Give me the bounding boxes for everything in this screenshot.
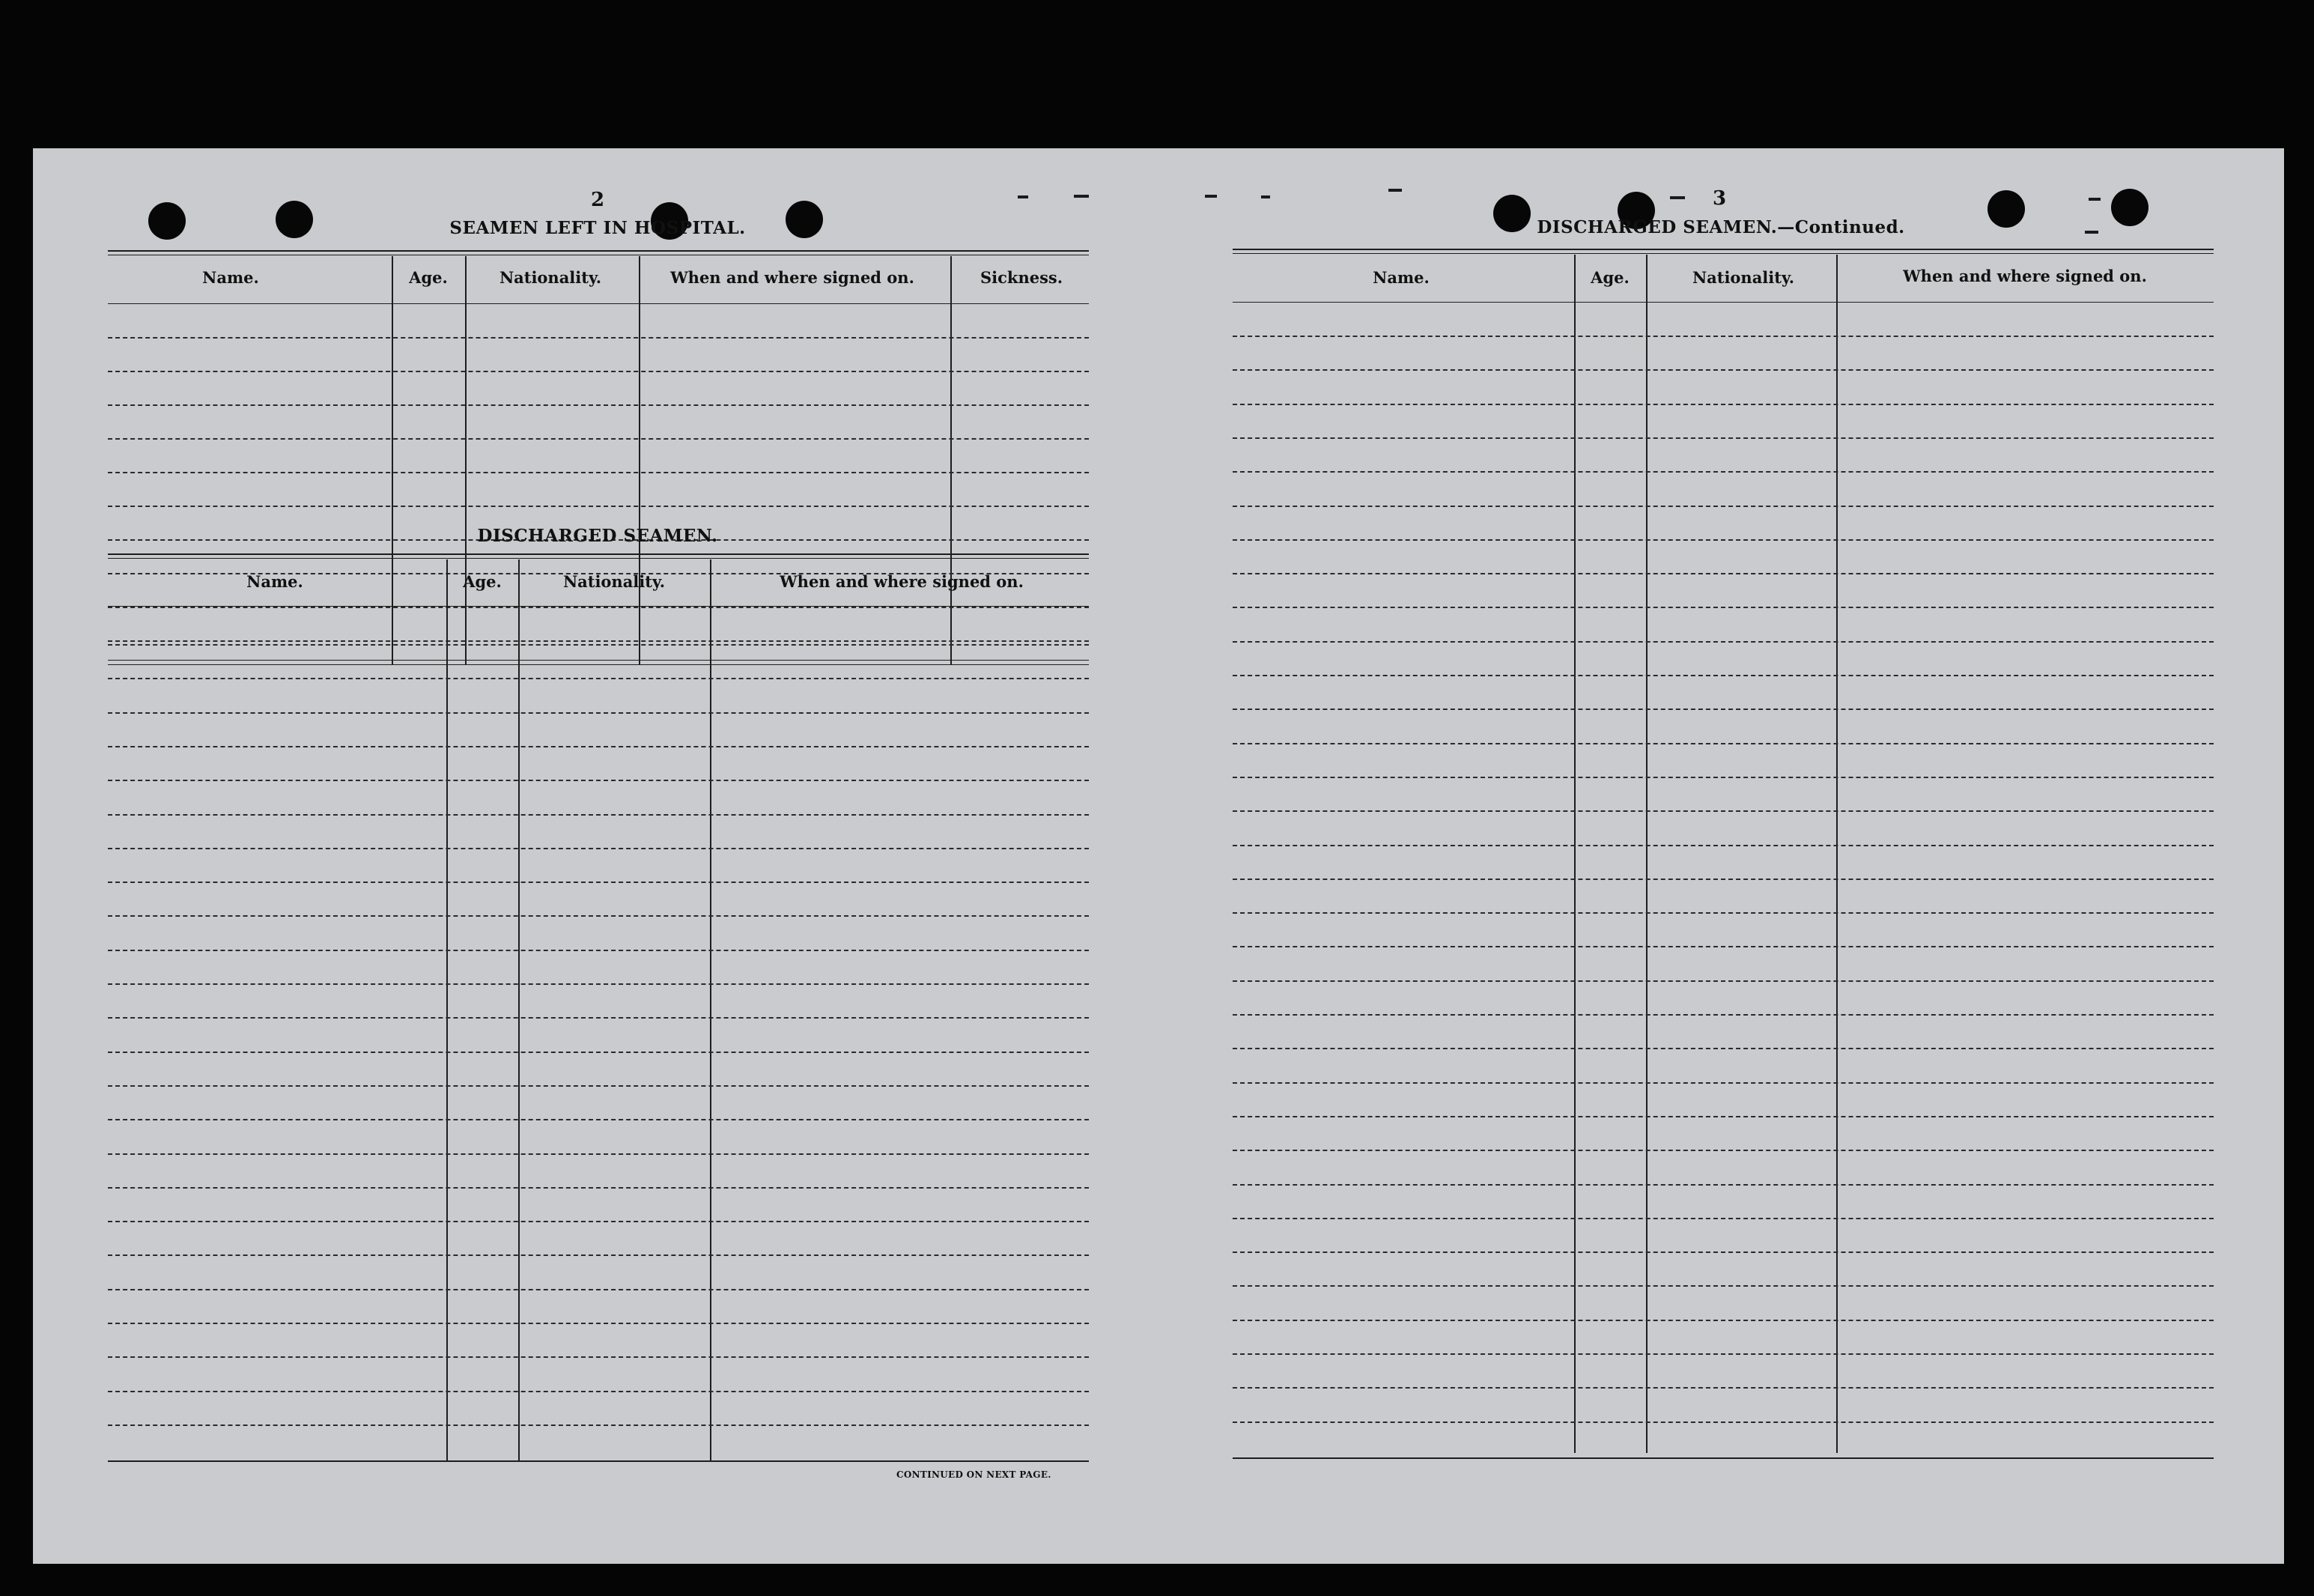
entry-line: [108, 404, 1089, 406]
entry-line: [108, 746, 1089, 747]
entry-line: [108, 712, 1089, 714]
entry-line: [108, 1254, 1089, 1256]
rule: [1233, 1457, 2214, 1459]
entry-line: [1233, 437, 2214, 439]
entry-line: [1233, 709, 2214, 710]
rule: [108, 250, 1089, 252]
column-divider: [950, 256, 952, 664]
punch-hole: [1987, 190, 2025, 228]
col-header-nationality: Nationality.: [499, 268, 602, 287]
scan-speck: [2089, 198, 2101, 201]
entry-line: [108, 1052, 1089, 1053]
entry-line: [108, 438, 1089, 440]
entry-line: [1233, 743, 2214, 744]
entry-line: [1233, 1014, 2214, 1016]
entry-line: [1233, 1218, 2214, 1219]
entry-line: [1233, 1285, 2214, 1287]
entry-line: [1233, 1150, 2214, 1151]
entry-line: [1233, 675, 2214, 676]
col-header-nationality: Nationality.: [1692, 268, 1795, 287]
entry-line: [108, 882, 1089, 883]
entry-line: [1233, 980, 2214, 982]
entry-line: [108, 1289, 1089, 1290]
entry-line: [108, 1356, 1089, 1358]
scan-speck: [1388, 189, 1402, 192]
col-header-signed-on: When and where signed on.: [1903, 267, 2147, 285]
entry-line: [1233, 404, 2214, 405]
entry-line: [108, 1221, 1089, 1222]
entry-line: [1233, 845, 2214, 846]
column-divider: [710, 559, 711, 1460]
rule: [108, 664, 1089, 665]
entry-line: [108, 640, 1089, 642]
entry-line: [1233, 912, 2214, 914]
entry-line: [108, 1017, 1089, 1019]
rule: [1233, 253, 2214, 254]
punch-hole: [2111, 189, 2149, 226]
entry-line: [108, 915, 1089, 917]
entry-line: [1233, 1184, 2214, 1186]
rule: [108, 558, 1089, 559]
entry-line: [108, 337, 1089, 339]
rule: [1233, 302, 2214, 303]
entry-line: [108, 814, 1089, 816]
punch-hole: [786, 201, 823, 238]
entry-line: [1233, 1251, 2214, 1253]
entry-line: [108, 678, 1089, 679]
entry-line: [108, 848, 1089, 849]
col-header-sickness: Sickness.: [980, 268, 1063, 287]
entry-line: [1233, 1048, 2214, 1049]
entry-line: [108, 472, 1089, 473]
entry-line: [1233, 810, 2214, 812]
entry-line: [108, 371, 1089, 372]
rule: [108, 553, 1089, 555]
section-title-discharged-continued: DISCHARGED SEAMEN.—Continued.: [1537, 217, 1905, 237]
entry-line: [108, 950, 1089, 951]
entry-line: [1233, 471, 2214, 473]
col-header-name: Name.: [246, 572, 303, 591]
entry-line: [108, 1153, 1089, 1155]
entry-line: [1233, 1353, 2214, 1355]
scan-speck: [1074, 195, 1089, 198]
entry-line: [1233, 539, 2214, 541]
entry-line: [1233, 1116, 2214, 1117]
scan-speck: [1018, 195, 1028, 198]
entry-line: [1233, 879, 2214, 880]
column-divider: [1646, 255, 1648, 1453]
column-divider: [392, 256, 393, 664]
entry-line: [108, 1424, 1089, 1426]
scan-speck: [1670, 196, 1685, 199]
rule: [108, 606, 1089, 607]
entry-line: [1233, 777, 2214, 778]
col-header-name: Name.: [202, 268, 259, 287]
rule: [108, 660, 1089, 661]
entry-line: [1233, 573, 2214, 574]
form-sheet: [33, 148, 2284, 1564]
entry-line: [108, 1187, 1089, 1189]
section-title-hospital: SEAMEN LEFT IN HOSPITAL.: [449, 218, 746, 238]
entry-line: [108, 1119, 1089, 1120]
col-header-signed-on: When and where signed on.: [780, 572, 1024, 591]
page-number-left: 2: [590, 189, 605, 211]
column-divider: [1574, 255, 1576, 1453]
punch-hole: [276, 201, 313, 238]
rule: [108, 303, 1089, 304]
entry-line: [1233, 641, 2214, 643]
entry-line: [1233, 506, 2214, 507]
column-divider: [518, 559, 520, 1460]
entry-line: [108, 506, 1089, 507]
entry-line: [108, 983, 1089, 985]
entry-line: [1233, 1082, 2214, 1084]
page-number-right: 3: [1712, 187, 1727, 210]
entry-line: [1233, 1387, 2214, 1389]
scan-speck: [1261, 195, 1270, 198]
col-header-age: Age.: [1591, 268, 1630, 287]
entry-line: [1233, 369, 2214, 371]
entry-line: [1233, 1421, 2214, 1423]
entry-line: [108, 1391, 1089, 1392]
scan-speck: [2085, 231, 2098, 234]
entry-line: [108, 1085, 1089, 1087]
entry-line: [108, 607, 1089, 608]
column-divider: [446, 559, 448, 1460]
col-header-nationality: Nationality.: [562, 572, 666, 591]
column-divider: [1836, 255, 1838, 1453]
entry-line: [1233, 1320, 2214, 1321]
col-header-age: Age.: [409, 268, 448, 287]
col-header-age: Age.: [463, 572, 502, 591]
rule: [1233, 249, 2214, 250]
entry-line: [108, 780, 1089, 781]
entry-line: [108, 644, 1089, 646]
col-header-name: Name.: [1373, 268, 1430, 287]
punch-hole: [148, 202, 186, 240]
entry-line: [1233, 336, 2214, 337]
col-header-signed-on: When and where signed on.: [670, 268, 914, 287]
rule: [108, 1460, 1089, 1462]
section-title-discharged: DISCHARGED SEAMEN.: [477, 526, 718, 546]
continued-note: CONTINUED ON NEXT PAGE.: [896, 1469, 1051, 1480]
scan-speck: [1205, 195, 1217, 198]
column-divider: [639, 256, 640, 664]
entry-line: [1233, 946, 2214, 947]
column-divider: [465, 256, 467, 664]
entry-line: [108, 1323, 1089, 1324]
punch-hole: [1493, 195, 1531, 232]
entry-line: [1233, 607, 2214, 608]
